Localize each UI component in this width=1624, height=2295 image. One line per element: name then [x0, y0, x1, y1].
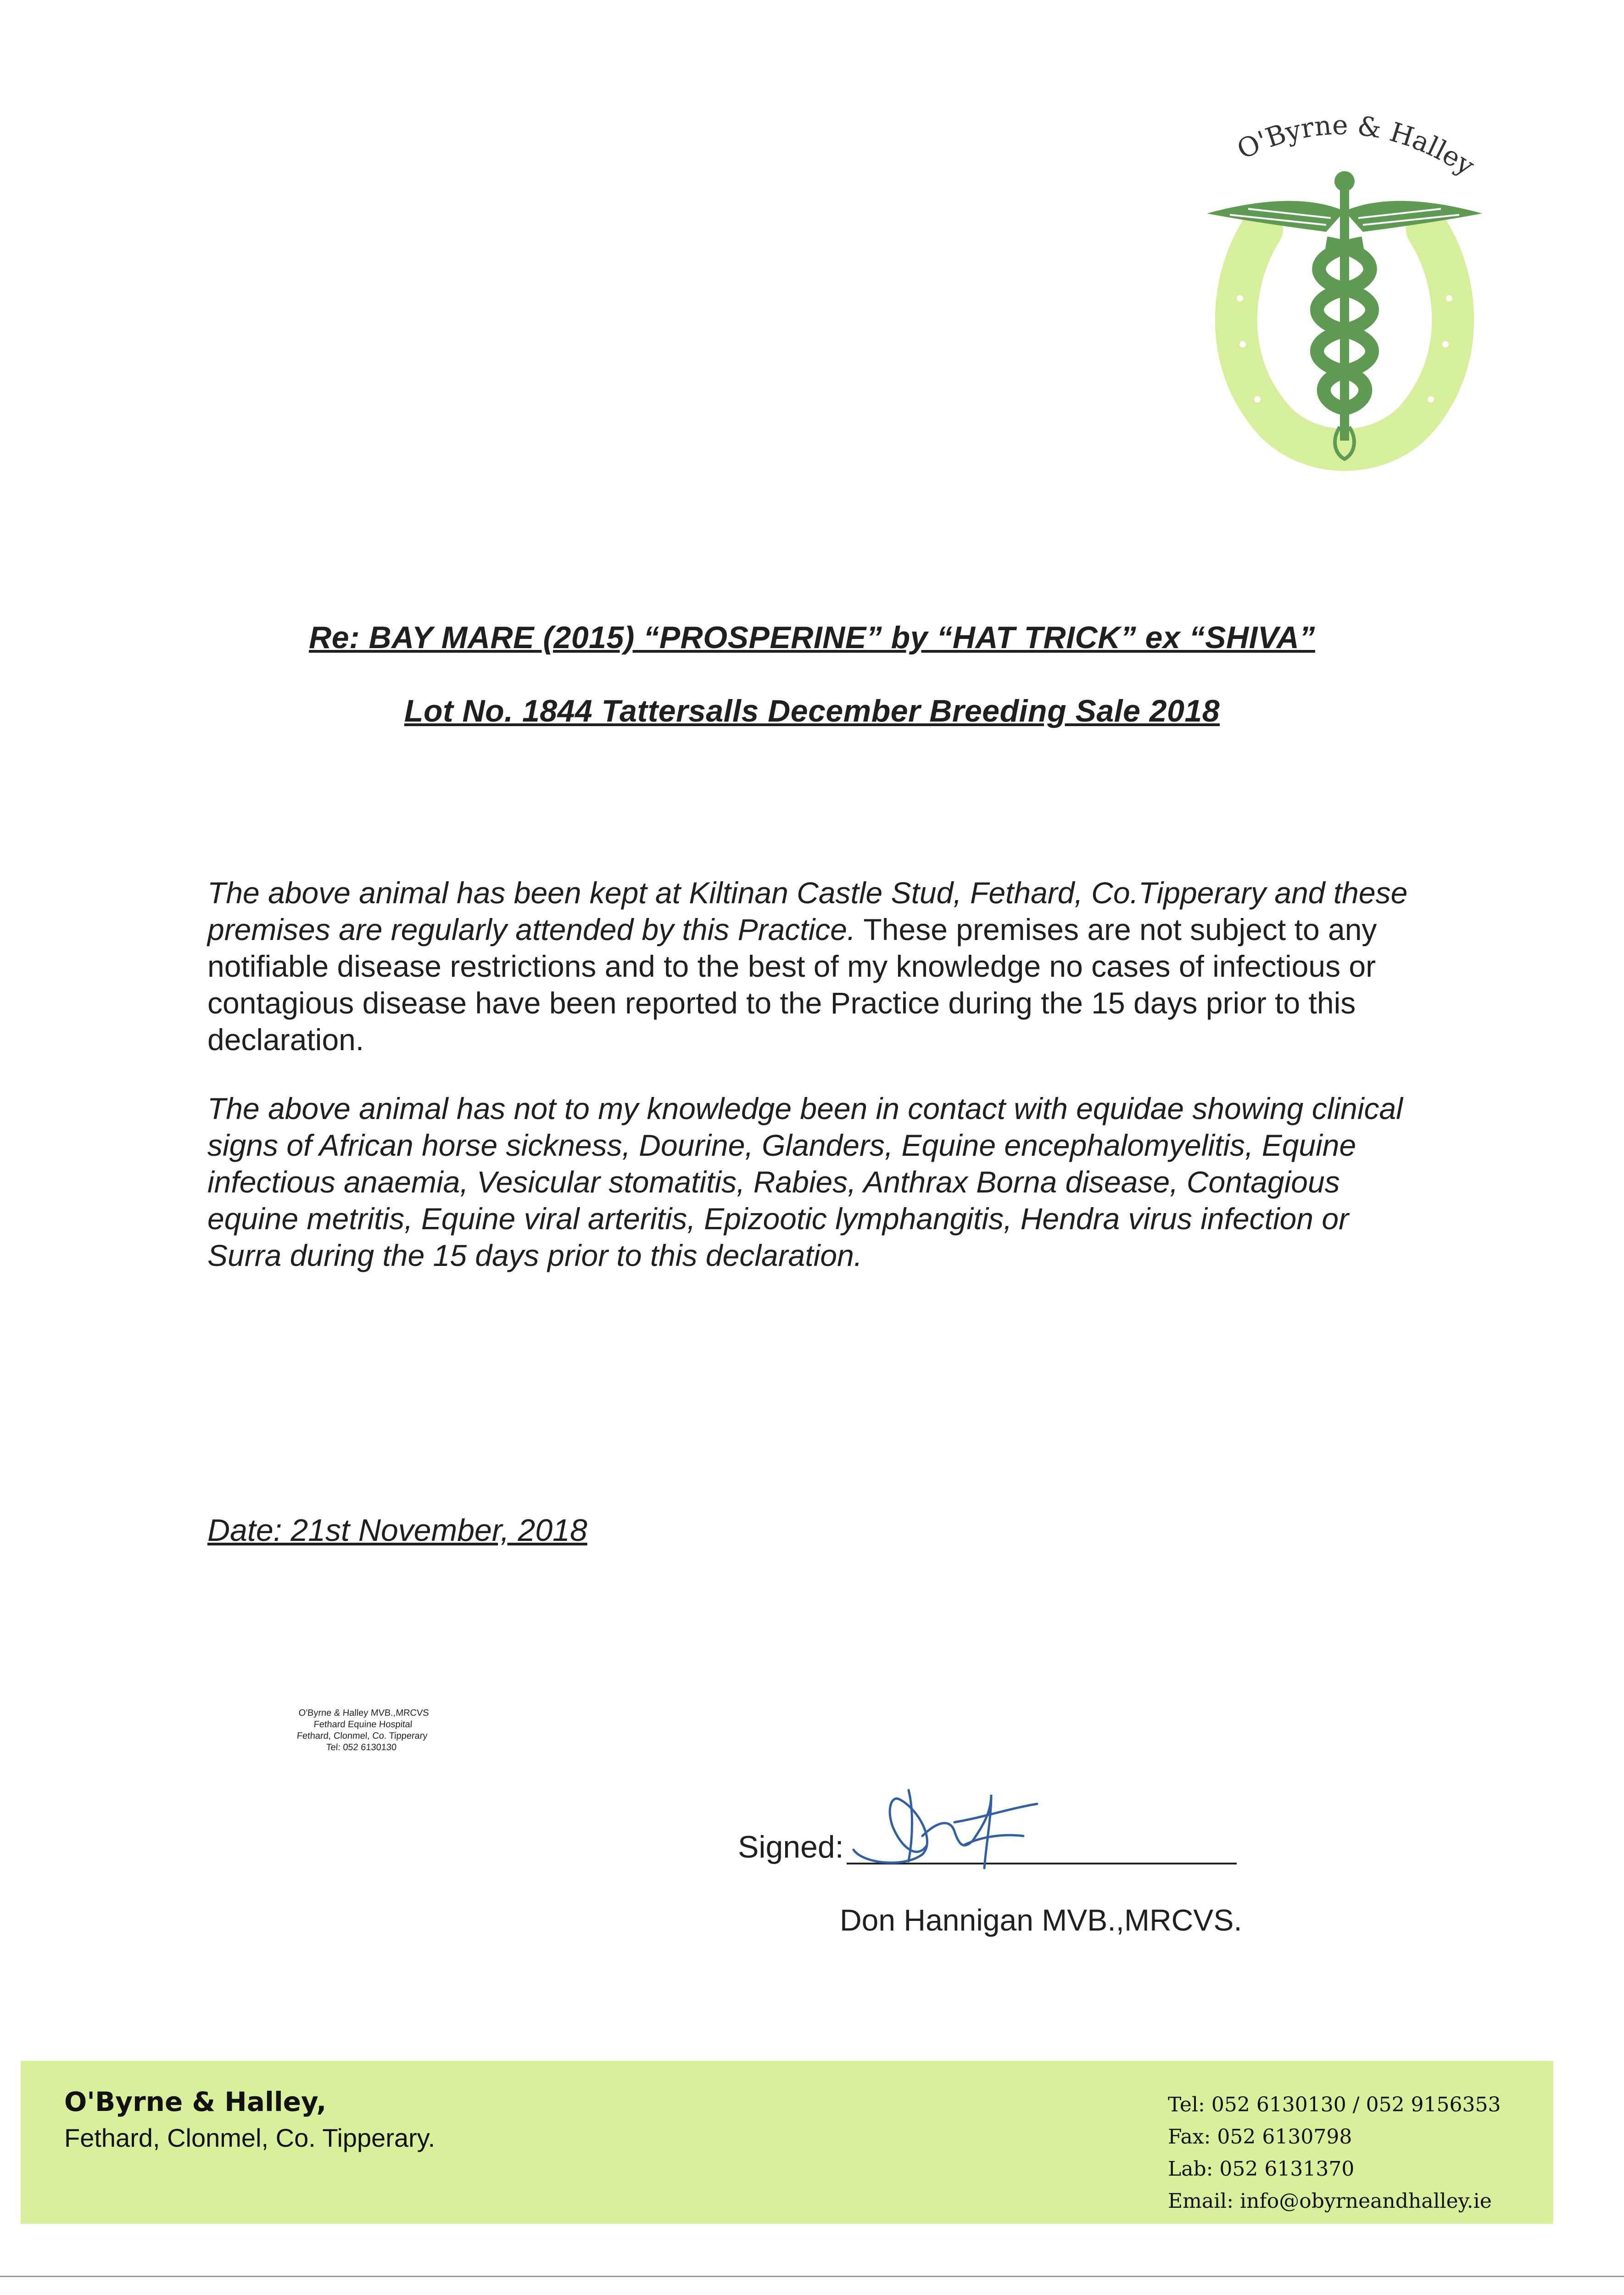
signer-name: Don Hannigan MVB.,MRCVS. — [840, 1903, 1242, 1937]
stamp-line: Fethard Equine Hospital — [313, 1719, 413, 1730]
lot-heading: Lot No. 1844 Tattersalls December Breeding Sale 2018 — [404, 694, 1220, 728]
footer-lab: Lab: 052 6131370 — [1168, 2157, 1355, 2181]
contact-declaration-paragraph — [207, 1090, 1428, 1274]
footer-fax: Fax: 052 6130798 — [1168, 2125, 1352, 2149]
subject-heading: Re: BAY MARE (2015) “PROSPERINE” by “HAT TRICK” ex “SHIVA” — [309, 620, 1315, 655]
practice-stamp — [256, 1707, 470, 1753]
footer-email: Email: info@obyrneandhalley.ie — [1168, 2189, 1492, 2213]
premises-paragraph-normal: These premises are not subject to any notifiable disease restrictions and to the best of my knowledge no cases of infectious or contagious disease have been reported to the Practice during the 15 days prior to this declaration. — [207, 912, 1377, 1057]
signed-label: Signed: — [738, 1830, 844, 1864]
premises-paragraph — [207, 874, 1428, 1058]
footer-tel: Tel: 052 6130130 / 052 9156353 — [1168, 2093, 1501, 2116]
footer-practice-name: O'Byrne & Halley, — [64, 2086, 327, 2117]
footer-address: Fethard, Clonmel, Co. Tipperary. — [64, 2123, 435, 2152]
handwritten-signature — [844, 1781, 1046, 1877]
stamp-line: Tel: 052 6130130 — [325, 1742, 397, 1752]
stamp-line: Fethard, Clonmel, Co. Tipperary — [296, 1731, 428, 1741]
declaration-date: Date: 21st November, 2018 — [207, 1513, 587, 1548]
contact-declaration-text: The above animal has not to my knowledge been in contact with equidae showing clinical signs of African horse sickness, Dourine, Glanders, Equine encephalomyelitis, Equine infectious anaemia, Vesicular stomatitis, Rabies, Anthrax Borna disease, Contagious equine metritis, Equine viral arteritis, Epizootic lymphangitis, Hendra virus infection or Surra during the 15 days prior to this declaration. — [207, 1092, 1403, 1272]
premises-paragraph-italic: The above animal has been kept at Kiltinan Castle Stud, Fethard, Co.Tipperary and these premises are regularly attended by this Practice. — [207, 876, 1408, 946]
caduceus-horseshoe-logo — [1189, 106, 1501, 473]
page-bottom-rule — [0, 2276, 1624, 2277]
stamp-line: O'Byrne & Halley MVB.,MRCVS — [298, 1708, 430, 1718]
logo-text: O'Byrne & Halley — [1232, 109, 1480, 182]
